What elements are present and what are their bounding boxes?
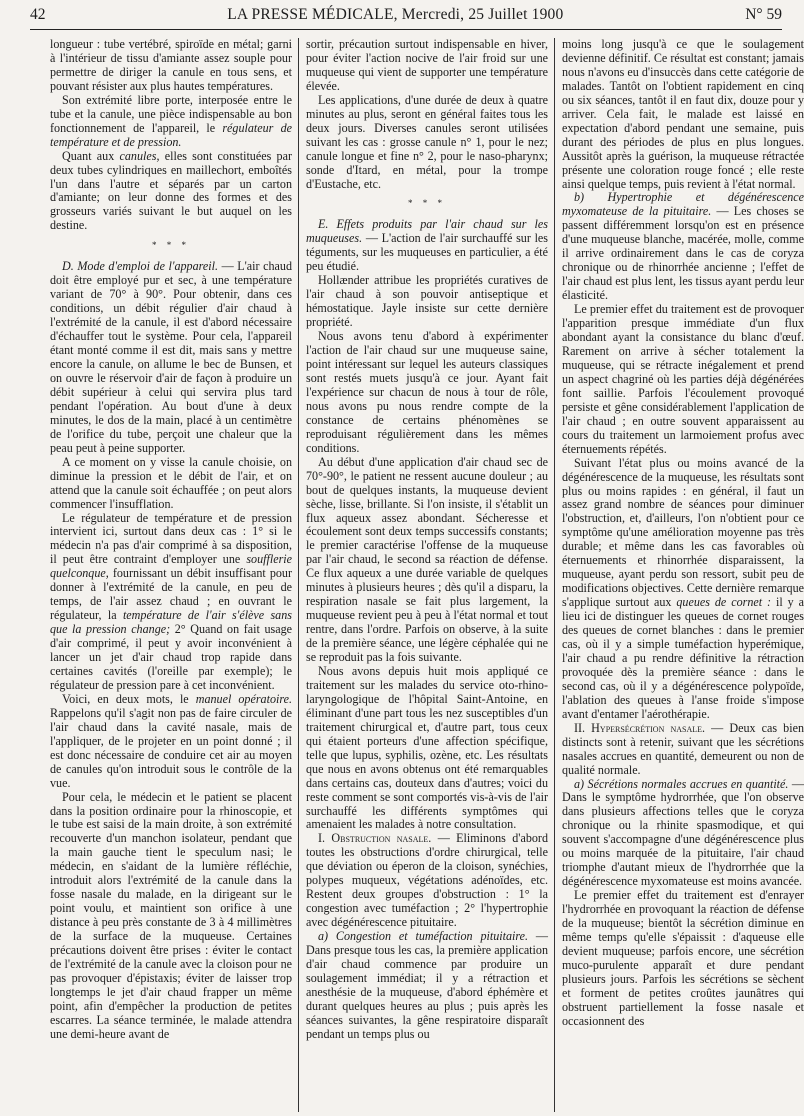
paragraph: Hollænder attribue les propriétés curatives de l'air chaud à son pouvoir antiseptique et hémostatique. Jayle insiste sur cette dernière propriété. (306, 273, 548, 330)
paragraph: Le premier effet du traitement est d'enrayer l'hydrorrhée en provoquant la réaction de défense de la muqueuse; bientôt la sécrétion diminue en même temps qu'elle s'épaissit : d'aqueuse elle devient muqueuse; parfois encore, une sécrétion muco-purulente apparaît et dure pendant plusieurs jours. Parfois les sécrétions se sèchent et forment de petites croûtes jaunâtres qui obstruent partiellement la fosse nasale et occasionnent des (562, 888, 804, 1028)
paragraph: Le régulateur de température et de pression intervient ici, surtout dans deux cas : 1° si le médecin n'a pas d'air comprimé à sa disposition, il peut être contraint d'employer une soufflerie quelconque, fournissant un débit insuffisant pour donner à l'extrémité de la canule, en peu de temps, de l'air assez chaud ; en ouvrant le régulateur, la température de l'air s'élève sans que la pression change; 2° Quand on fait usage d'air comprimé, il peut y avoir inconvénient à lancer un jet d'air chaud trop rapide dans certaines cavités (l'oreille par exemple); le régulateur de pression pare à cet inconvénient. (50, 510, 293, 692)
column-divider (298, 38, 299, 1112)
paragraph: Pour cela, le médecin et le patient se placent dans la position ordinaire pour la rhinoscopie, et le tube est saisi de la main droite, à son extrémité recouverte d'un manchon isolateur, pendant que la main gauche tient le speculum nasi; le médecin, en s'aidant de la lumière réfléchie, introduit alors l'extrémité de la canule dans la fosse nasale du malade, en la dirigeant sur le point voulu, et maintient son orifice à une distance à peu près constante de 3 à 4 millimètres de la surface de la muqueuse. Certaines précautions doivent être prises : éviter le contact de l'extrémité de la canule avec la cloison pour ne pas provoquer d'épistaxis; éviter de laisser trop longtemps le jet d'air chaud frapper un même point, afin d'empêcher la production de petites escarres. La séance terminée, le malade attendra une demi-heure avant de (50, 789, 292, 1041)
paragraph: Suivant l'état plus ou moins avancé de la dégénérescence de la muqueuse, les résultats sont plus ou moins rapides : en général, il faut un assez grand nombre de séances pour diminuer l'obstruction, et, d'ailleurs, l'on n'obtient pour ce symptôme qu'une amélioration moyenne pas très durable; et même dans les cas favorables où éternuements et rhinorrhée disparaissent, la muqueuse, ayant perdu son ressort, subit peu de modifications objectives. Cette dernière remarque s'applique surtout aux queues de cornet : il y a lieu ici de distinguer les queues de cornet rouges des queues de cornet blanches : dans le premier cas, où il y a simple tuméfaction hyperémique, l'air chaud a pu rendre définitive la rétraction provoquée dès la première séance : dans le second cas, où il y a dégénérescence polypoïde, l'ablation des queues à l'anse froide s'impose avant d'entamer l'aérothérapie. (562, 455, 804, 721)
paragraph: Quant aux canules, elles sont constituées par deux tubes cylindriques en maillechort, emboîtés l'un dans l'autre et séparés par un carton d'amiante; on leur donne des formes et des grosseurs variés suivant le but auquel on les destine. (50, 148, 292, 233)
paragraph: Son extrémité libre porte, interposée entre le tube et la canule, une pièce indispensable au bon fonctionnement de l'appareil, le régulateur de température et de pression. (50, 92, 292, 149)
paragraph: A ce moment on y visse la canule choisie, on diminue la pression et le débit de l'air, et on attend que la canule soit échauffée ; on peut alors commencer l'insufflation. (50, 454, 292, 511)
section-heading: D. Mode d'emploi de l'appareil. (62, 259, 219, 274)
subsection-heading: b) Hypertrophie et dégénérescence myxomateuse de la pituitaire. (562, 190, 804, 219)
journal-title: LA PRESSE MÉDICALE, Mercredi, 25 Juillet 1900 (227, 6, 564, 23)
column-1 (50, 38, 292, 1112)
subsection-paragraph: b) Hypertrophie et dégénérescence myxomateuse de la pituitaire. — Les choses se passent différemment lorsqu'on est en présence d'une muqueuse blanche, macérée, molle, comme il arrive ordinairement dans le cas de coryza chronique ou de rhinorrhée ancienne ; l'effet de l'air chaud est plus lent, les tissus ayant perdu leur élasticité. (562, 190, 804, 303)
section-heading-paragraph: D. Mode d'emploi de l'appareil. — L'air chaud doit être employé pur et sec, à une température variant de 70° à 90°. Pour obtenir, dans ces conditions, un débit régulier d'air chaud à l'extrémité de la canule, il est d'abord nécessaire d'échauffer tout le système. Pour cela, l'appareil étant monté comme il est dit, mais sans y mettre encore la canule, on allume le bec de Bunsen, et on ouvre le réservoir d'air de façon à produire un débit supérieur à celui qui servira plus tard pendant l'opération. Au bout d'une à deux minutes, le dos de la main, placé à un centimètre de l'orifice du tube, perçoit une chaleur que la peau peut à peine supporter. (50, 259, 292, 455)
paragraph: longueur : tube vertébré, spiroïde en métal; garni à l'intérieur de tissu d'amiante assez souple pour permettre de diriger la canule en tous sens, et pouvant résister aux plus hautes températures. (50, 37, 292, 93)
paragraph: moins long jusqu'à ce que le soulagement devienne définitif. Ce résultat est constant; jamais nous n'avons eu d'insuccès dans cette catégorie de malades. Tantôt on l'obtient rapidement en cinq ou six séances, tantôt il en faut dix, douze pour y arriver. Cela fait, le malade est laissé en expectation d'abord pendant une semaine, puis durant des périodes de plus en plus longues. Aussitôt après la guérison, la muqueuse rétractée présente une coloration rouge foncé ; elle reste ainsi quelque temps, puis revient à l'état normal. (562, 37, 804, 191)
paragraph: Voici, en deux mots, le manuel opératoire. Rappelons qu'il s'agit non pas de faire circuler de l'air chaud dans la cavité nasale, mais de l'appliquer, de le projeter en un point donné ; il est donc nécessaire de conduire cet air au moyen de canules qu'on introduit sous le contrôle de la vue. (50, 691, 293, 790)
issue-number: N° 59 (745, 6, 782, 23)
subsection-heading: I. Obstruction nasale. (318, 831, 432, 846)
paragraph: Nous avons depuis huit mois appliqué ce traitement sur les malades du service oto-rhino-laryngologique de l'hôpital Saint-Antoine, en éliminant d'une part tous les nez susceptibles d'un traitement chirurgical et, d'autre part, tous ceux qui étaient porteurs d'une affection spécifique, telle que lupus, syphilis, ozène, etc. Les résultats que nous en avons obtenus ont été remarquables dans certains cas, douteux dans d'autres; voici du reste comment se sont comportés vis-à-vis de l'air surchauffé les différents symptômes qui amenaient les malades à notre consultation. (306, 663, 548, 832)
subsection-paragraph: I. Obstruction nasale. — Eliminons d'abord toutes les obstructions d'ordre chirurgical, telle que déviation ou éperon de la cloison, synéchies, polypes muqueux, végétations adénoïdes, etc. Restent deux groupes d'obstruction : 1° la congestion avec tuméfaction ; 2° l'hypertrophie avec dégénérescence pituitaire. (306, 831, 549, 930)
paragraph: Au début d'une application d'air chaud sec de 70°-90°, le patient ne ressent aucune douleur ; au bout de quelques instants, la muqueuse devient sèche, lisse, brillante. Si l'on insiste, il s'établit un flux aqueux assez abondant. Sécheresse et écoulement sont deux temps successifs constants; le premier caractérise l'offense de la muqueuse par l'air chaud, le second sa réaction de défense. Ce flux aqueux a une durée variable de quelques minutes à plusieurs heures ; dès qu'il a disparu, la respiration nasale se fait plus largement, la muqueuse revient peu à peu à l'état normal et tout rentre, dans l'ordre. Parfois on observe, à la suite de la première séance, une légère céphalée qui ne se reproduit pas la fois suivante. (306, 454, 548, 665)
subsection-paragraph: a) Sécrétions normales accrues en quantité. — Dans le symptôme hydrorrhée, que l'on observe dans plusieurs affections telles que le coryza chronique ou la rhinite spasmodique, et qui souvent s'accompagne d'une dégénérescence plus ou moins marquée de la pituitaire, l'air chaud triomphe d'autant mieux de l'hydrorrhée que la dégénérescence myxomateuse est moins avancée. (562, 776, 804, 889)
paragraph: sortir, précaution surtout indispensable en hiver, pour éviter l'action nocive de l'air froid sur une muqueuse qui vient de supporter une température élevée. (306, 37, 548, 93)
column-3 (562, 38, 804, 1112)
section-heading: E. Effets produits par l'air chaud sur les muqueuses. (306, 217, 548, 246)
subsection-heading: a) Sécrétions normales accrues en quantité. (574, 776, 789, 791)
subsection-paragraph: a) Congestion et tuméfaction pituitaire. — Dans presque tous les cas, la première application d'air chaud commence par produire un soulagement immédiat; il y a rétraction et anesthésie de la muqueuse, d'abord éphémère et durant quelques heures au plus ; puis après les séances suivantes, la gêne respiratoire disparaît pendant un temps plus ou (306, 929, 548, 1041)
subsection-heading: a) Congestion et tuméfaction pituitaire. (318, 929, 529, 944)
header-rule (30, 29, 782, 30)
column-divider (554, 38, 555, 1112)
column-2 (306, 38, 548, 1112)
subsection-paragraph: II. Hypersécrétion nasale. — Deux cas bien distincts sont à retenir, suivant que les sécrétions nasales accrues en quantité, demeurent ou non de qualité normale. (562, 720, 804, 777)
section-separator: * * * (408, 198, 446, 209)
section-separator: * * * (152, 240, 190, 251)
paragraph: Le premier effet du traitement est de provoquer l'apparition presque immédiate d'un flux abondant ayant la consistance du blanc d'œuf. Rarement on arrive à sécher totalement la muqueuse, qui se rétracte inégalement et prend un aspect chagriné où les parties déjà dégénérées font saillie. Parfois l'écoulement provoqué persiste et gêne considérablement l'application de l'air chaud ; en outre souvent apparaissent au cours du traitement un larmoiement profus avec éternuements répétés. (562, 302, 804, 456)
section-heading-paragraph: E. Effets produits par l'air chaud sur les muqueuses. — L'action de l'air surchauffé sur les téguments, sur les muqueuses en particulier, a été peu étudié. (306, 217, 548, 274)
paragraph: Nous avons tenu d'abord à expérimenter l'action de l'air chaud sur une muqueuse saine, point intéressant sur lequel les auteurs classiques sont restés muets jusqu'à ce jour. Ayant fait l'expérience sur chacun de nous à tour de rôle, nous avons pu nous rendre compte de la constance de certains phénomènes se reproduisant régulièrement dans les mêmes conditions. (306, 329, 548, 455)
subsection-heading: II. Hypersécrétion nasale. (574, 720, 706, 735)
paragraph: Les applications, d'une durée de deux à quatre minutes au plus, seront en général faites tous les deux jours. Diverses canules seront utilisées suivant les cas : grosse canule n° 1, pour le nez; canule longue et fine n° 2, pour le naso-pharynx; sonde d'Itard, en métal, pour la trompe d'Eustache, etc. (306, 92, 548, 191)
page-number: 42 (30, 6, 46, 23)
page-header (30, 2, 782, 28)
